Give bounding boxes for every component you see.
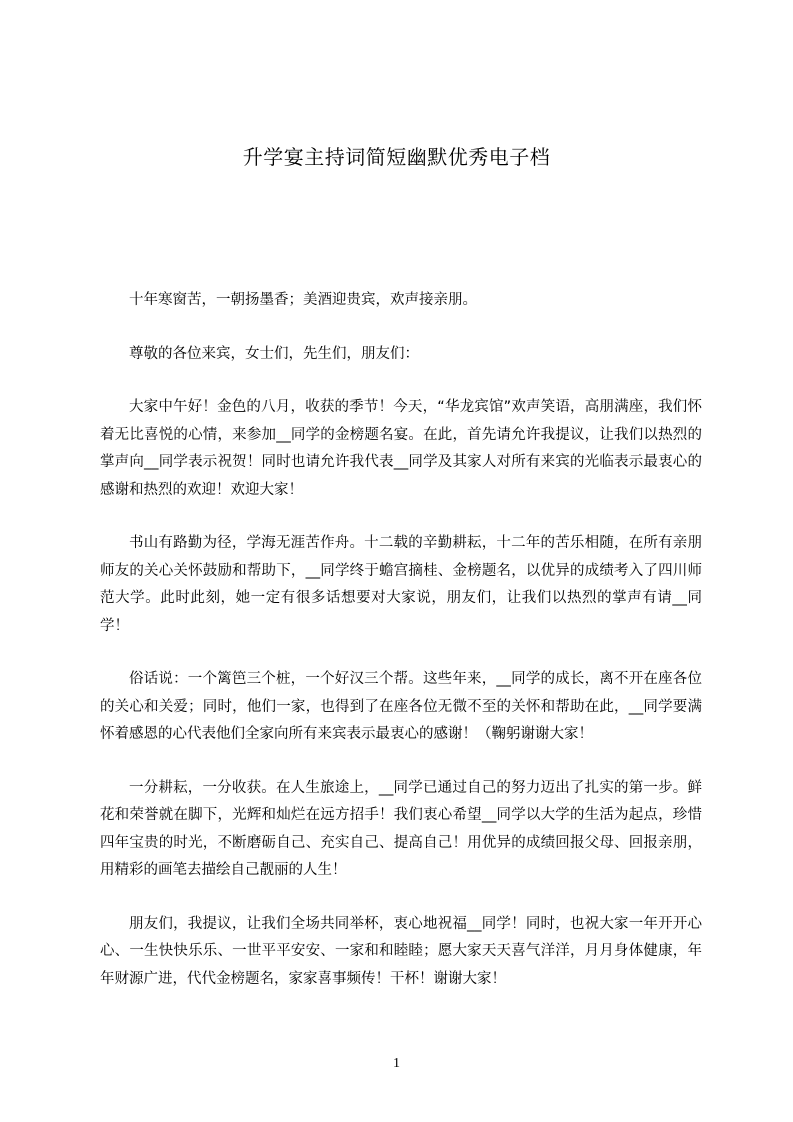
document-title: 升学宴主持词简短幽默优秀电子档 — [242, 145, 551, 169]
paragraph-opening-couplet: 十年寒窗苦，一朝扬墨香；美酒迎贵宾，欢声接亲朋。 — [129, 292, 477, 308]
document-body — [100, 287, 702, 1019]
paragraph-wishes: 一分耕耘，一分收获。在人生旅途上，__同学已通过自己的努力迈出了扎实的第一步。鲜花和荣誉就在脚下，光辉和灿烂在远方招手！我们衷心希望__同学以大学的生活为起点，珍惜四年宝贵的时光，不断磨砺自己、充实自己、提高自己！用优异的成绩回报父母、回报亲朋，用精彩的画笔去描绘自己靓丽的人生！ — [100, 779, 702, 878]
page-number: 1 — [393, 1056, 400, 1071]
paragraph-achievement: 书山有路勤为径，学海无涯苦作舟。十二载的辛勤耕耘，十二年的苦乐相随，在所有亲朋师友的关心关怀鼓励和帮助下，__同学终于蟾宫摘桂、金榜题名，以优异的成绩考入了四川师范大学。此时此刻，她一定有很多话想要对大家说，朋友们，让我们以热烈的掌声有请__同学！ — [100, 535, 702, 634]
paragraph-welcome: 大家中午好！金色的八月，收获的季节！今天，“华龙宾馆”欢声笑语，高朋满座，我们怀着无比喜悦的心情，来参加__同学的金榜题名宴。在此，首先请允许我提议，让我们以热烈的掌声向__同学表示祝贺！同时也请允许我代表__同学及其家人对所有来宾的光临表示最衷心的感谢和热烈的欢迎！欢迎大家！ — [100, 399, 702, 498]
paragraph-gratitude: 俗话说：一个篱笆三个桩，一个好汉三个帮。这些年来，__同学的成长，离不开在座各位的关心和关爱；同时，他们一家，也得到了在座各位无微不至的关怀和帮助在此，__同学要满怀着感恩的心代表他们全家向所有来宾表示最衷心的感谢！（鞠躬谢谢大家！ — [100, 671, 702, 742]
paragraph-salutation: 尊敬的各位来宾，女士们，先生们，朋友们： — [129, 345, 419, 362]
paragraph-toast: 朋友们，我提议，让我们全场共同举杯，衷心地祝福__同学！同时，也祝大家一年开开心心、一生快快乐乐、一世平平安安、一家和和睦睦；愿大家天天喜气洋洋，月月身体健康，年年财源广进，代代金榜题名，家家喜事频传！干杯！谢谢大家！ — [100, 915, 702, 987]
